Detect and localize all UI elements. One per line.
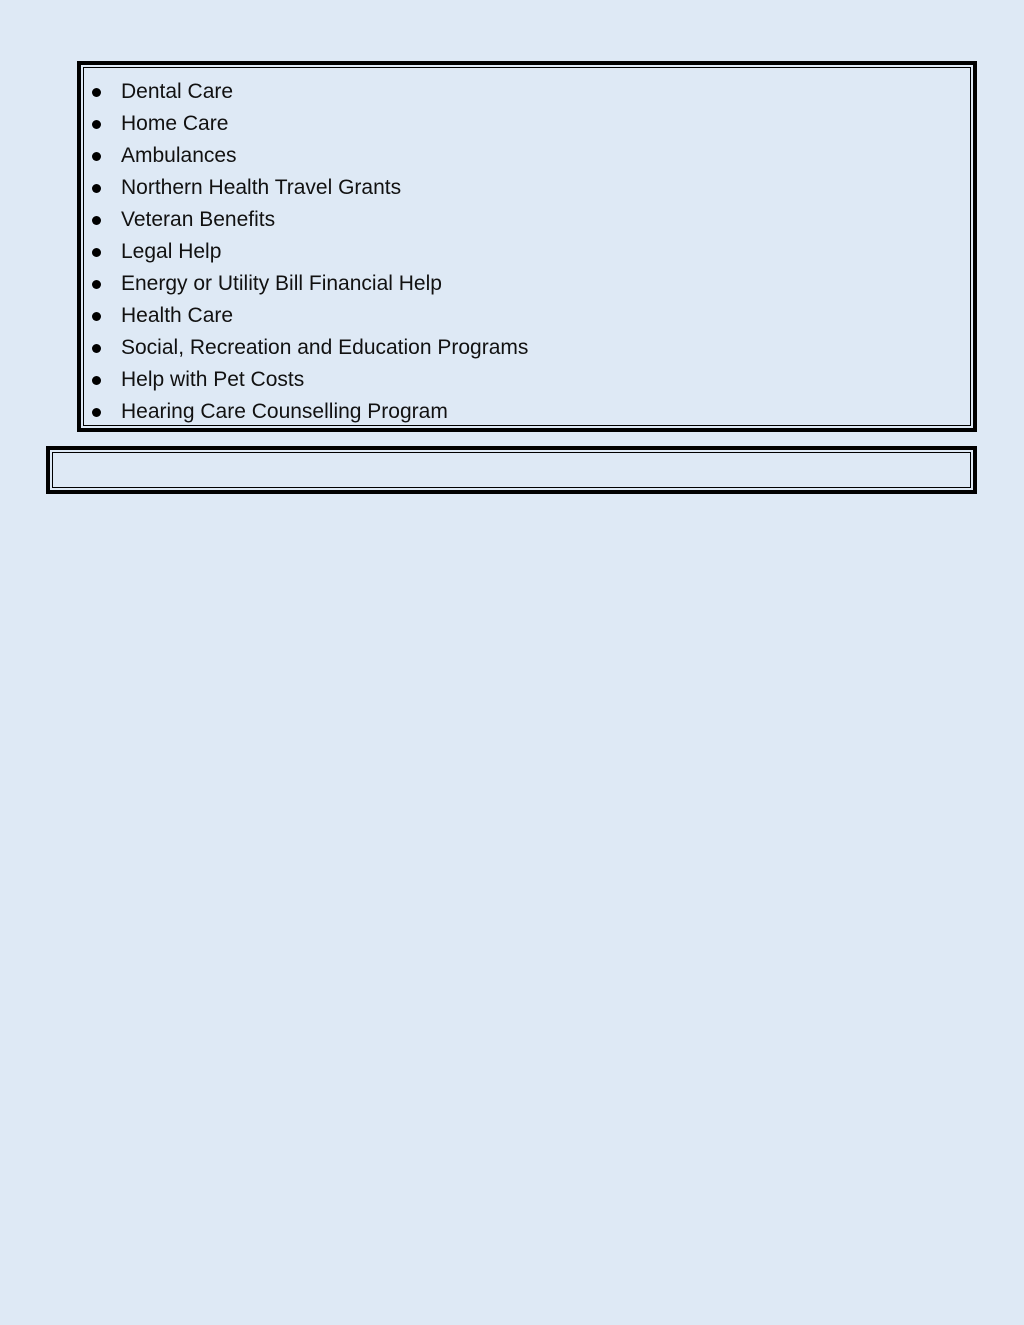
list-item bbox=[84, 140, 970, 172]
list-item-label: Veteran Benefits bbox=[121, 208, 276, 231]
list-item bbox=[84, 236, 970, 268]
list-item-label: Home Care bbox=[121, 112, 229, 135]
list-item bbox=[84, 396, 970, 428]
bullet-icon bbox=[92, 88, 101, 97]
list-item-label: Hearing Care Counselling Program bbox=[121, 400, 448, 423]
list-item-label: Dental Care bbox=[121, 80, 234, 103]
list-item bbox=[84, 300, 970, 332]
bullet-icon bbox=[92, 248, 101, 257]
bullet-icon bbox=[92, 344, 101, 353]
bullet-icon bbox=[92, 216, 101, 225]
list-item bbox=[84, 204, 970, 236]
list-item-label: Energy or Utility Bill Financial Help bbox=[121, 272, 442, 295]
services-list bbox=[84, 76, 970, 428]
bullet-icon bbox=[92, 120, 101, 129]
list-item bbox=[84, 108, 970, 140]
list-item-label: Health Care bbox=[121, 304, 234, 327]
services-list-box bbox=[77, 61, 977, 432]
list-item bbox=[84, 332, 970, 364]
list-item bbox=[84, 172, 970, 204]
list-item bbox=[84, 268, 970, 300]
list-item-label: Legal Help bbox=[121, 240, 222, 263]
list-item bbox=[84, 76, 970, 108]
bullet-icon bbox=[92, 312, 101, 321]
list-item bbox=[84, 364, 970, 396]
bullet-icon bbox=[92, 376, 101, 385]
bullet-icon bbox=[92, 280, 101, 289]
list-item-label: Northern Health Travel Grants bbox=[121, 176, 402, 199]
list-item-label: Social, Recreation and Education Programs bbox=[121, 336, 529, 359]
services-list-box-inner bbox=[83, 67, 971, 426]
list-item-label: Ambulances bbox=[121, 144, 237, 167]
bullet-icon bbox=[92, 184, 101, 193]
empty-frame-box bbox=[46, 446, 977, 494]
list-item-label: Help with Pet Costs bbox=[121, 368, 305, 391]
bullet-icon bbox=[92, 152, 101, 161]
bullet-icon bbox=[92, 408, 101, 417]
empty-frame-box-inner bbox=[52, 452, 971, 488]
